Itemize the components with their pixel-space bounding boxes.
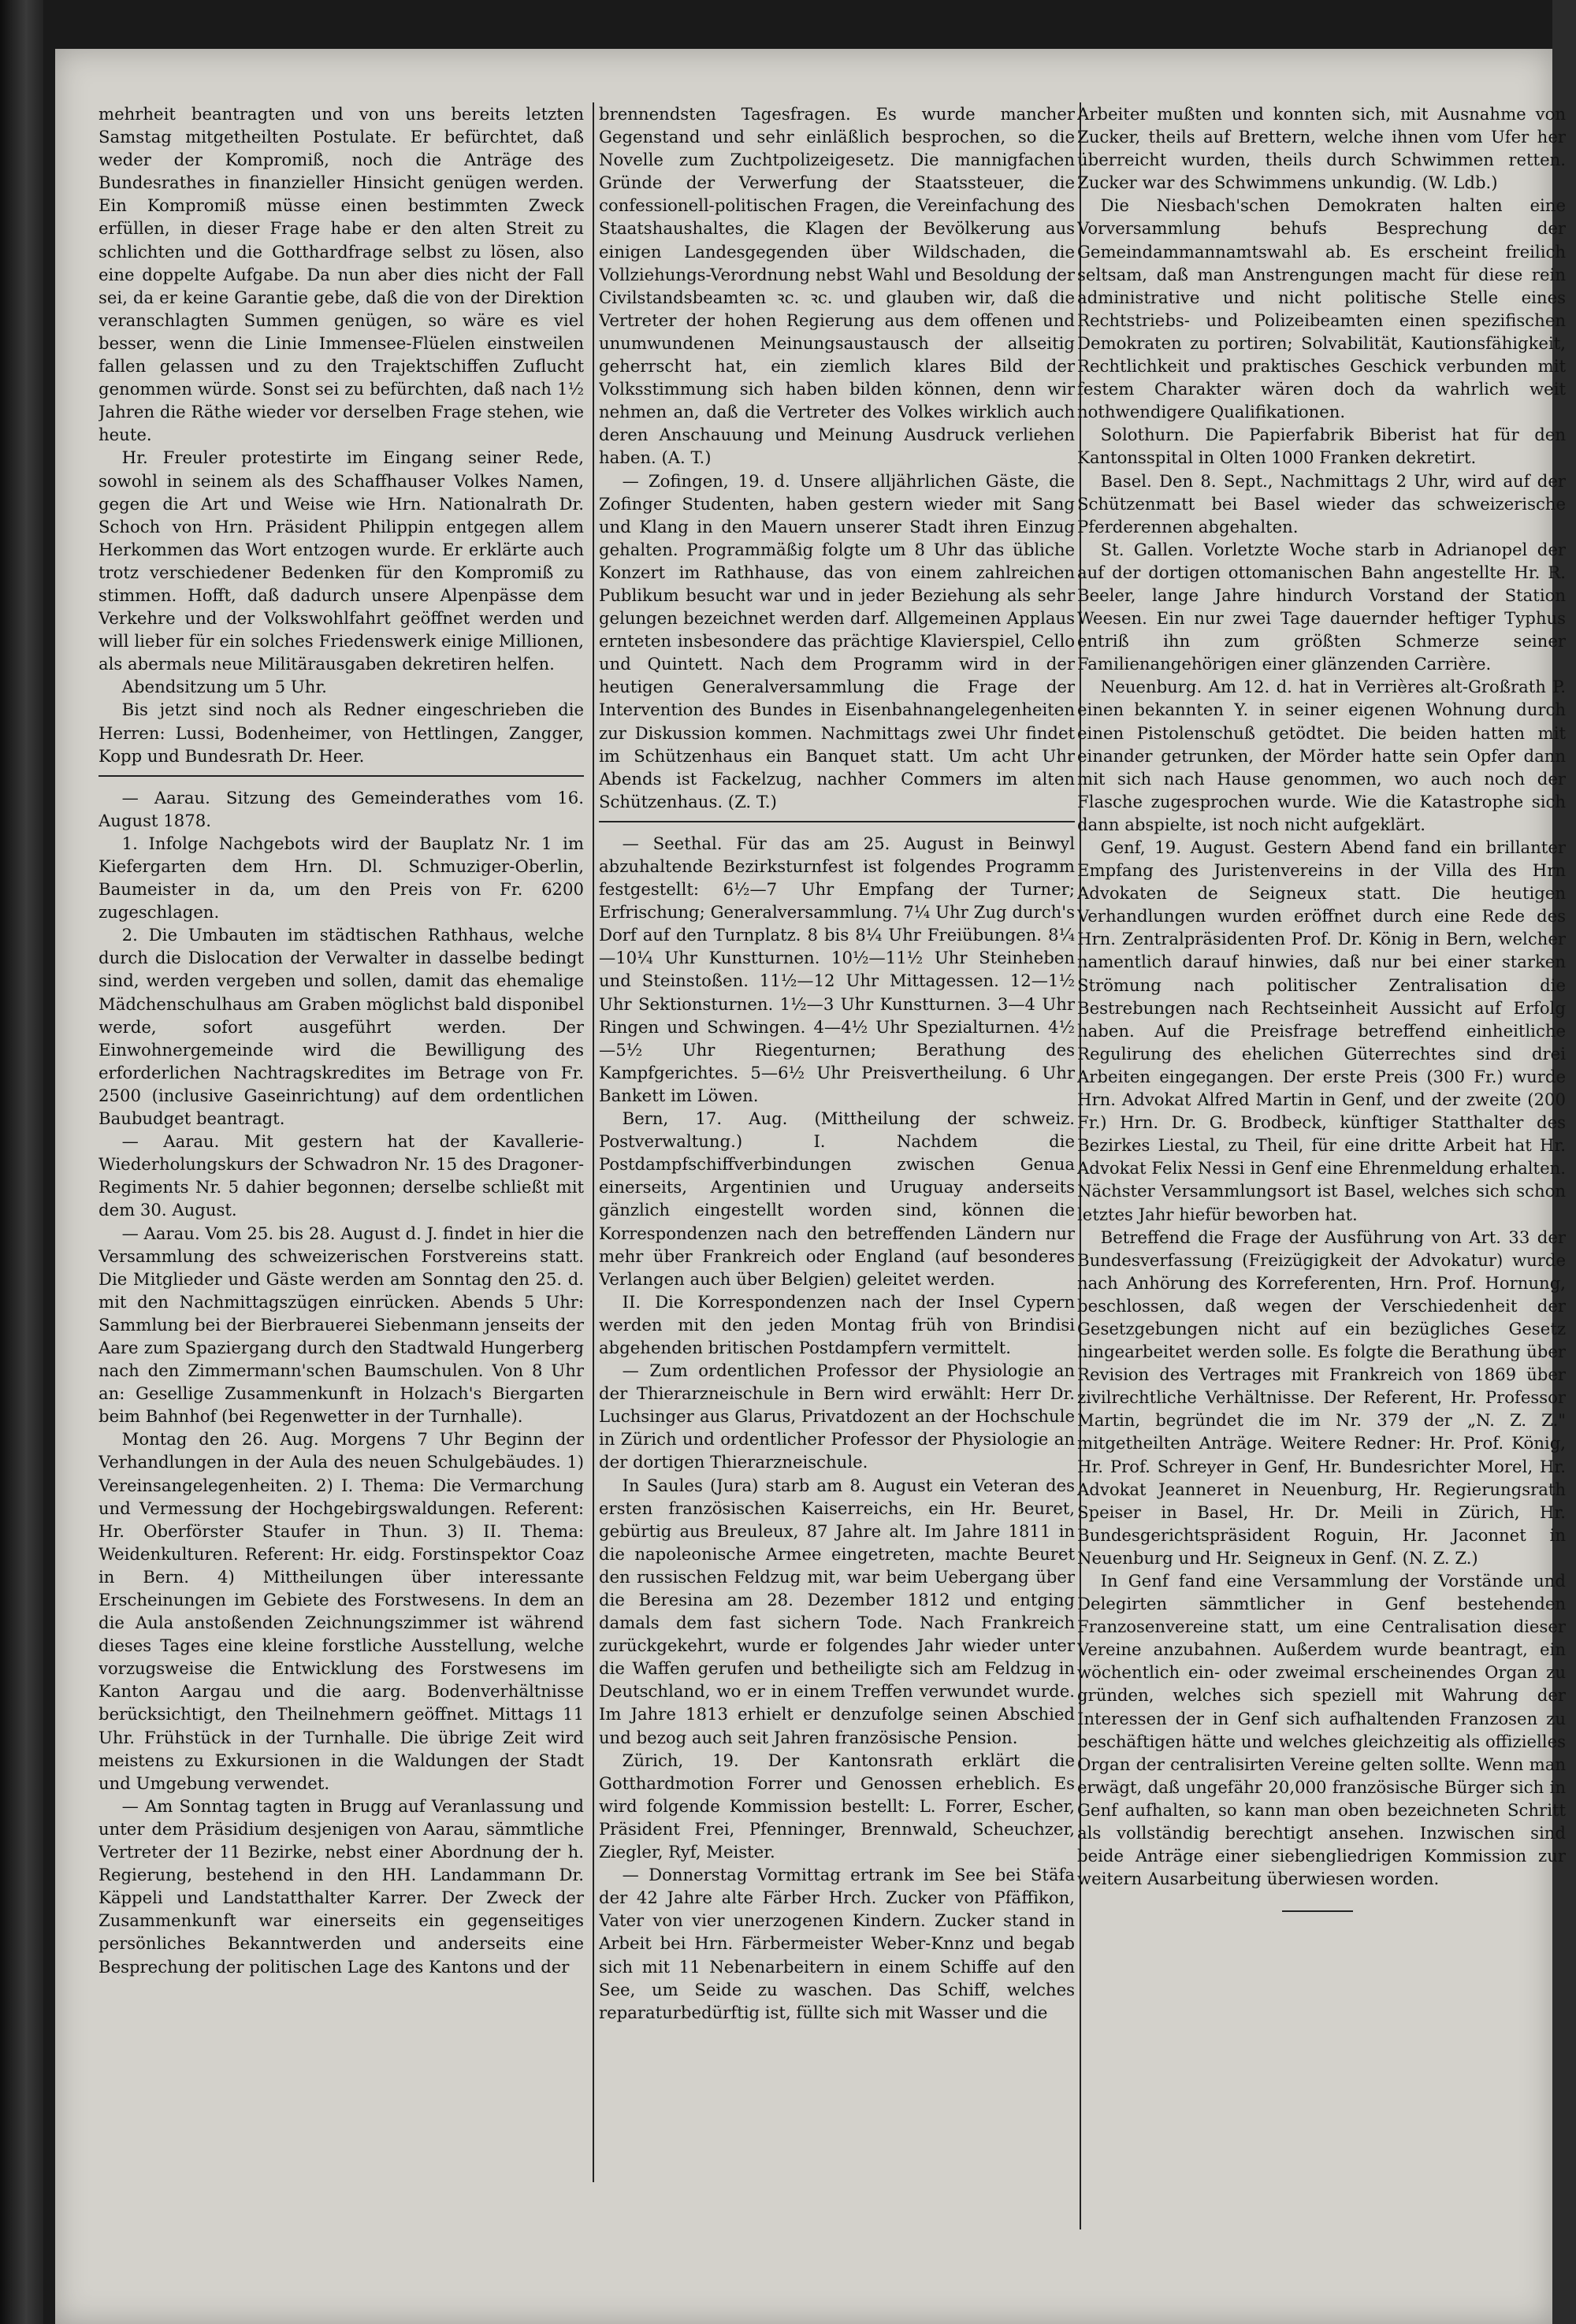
column-2 (599, 102, 1075, 2277)
paragraph: Zürich, 19. Der Kantonsrath erklärt die Gotthardmotion Forrer und Genossen erheblich. Es wird folgende Kommission bestellt: L. Forrer, Escher, Präsident Frei, Pfenninger, Brennwald, Scheuchzer, Ziegler, Ryf, Meister. (599, 1750, 1075, 1862)
paragraph: Betreffend die Frage der Ausführung von Art. 33 der Bundesverfassung (Freizügigkeit der Advokatur) wurde nach Anhörung des Korreferenten, Hrn. Prof. Hornung, beschlossen, daß wegen der Verschiedenheit der Gesetzgebungen nicht auf ein bezügliches Gesetz hingearbeitet werden solle. Es folgte die Berathung über Revision des Vertrages mit Frankreich von 1869 über zivilrechtliche Verhältnisse. Der Referent, Hr. Professor Martin, begründet die im Nr. 379 der „N. Z. Z." mitgetheilten Anträge. Weitere Redner: Hr. Prof. König, Hr. Prof. Schreyer in Genf, Hr. Bundesrichter Morel, Hr. Advokat Jeanneret in Neuenburg, Hr. Regierungsrath Speiser in Basel, Hr. Dr. Meili in Zürich, Hr. Bundesgerichtspräsident Roguin, Hr. Jaconnet in Neuenburg und Hr. Seigneux in Genf. (N. Z. Z.) (1077, 1227, 1566, 1568)
column-rule-left (593, 102, 594, 2182)
paragraph: In Saules (Jura) starb am 8. August ein Veteran des ersten französischen Kaiserreichs, ein Hr. Beuret, gebürtig aus Breuleux, 87 Jahre alt. Im Jahre 1811 in die napoleonische Armee eingetreten, machte Beuret den russischen Feldzug mit, war beim Uebergang über die Beresina am 28. Dezember 1812 und entging damals dem fast sichern Tode. Nach Frankreich zurückgekehrt, wurde er folgendes Jahr wieder unter die Waffen gerufen und betheiligte sich am Feldzug in Deutschland, wo er in einem Treffen verwundet wurde. Im Jahre 1813 erhielt er denzufolge seinen Abschied und bezog auch seit Jahren französische Pension. (599, 1475, 1075, 1747)
paragraph: Abendsitzung um 5 Uhr. (121, 677, 327, 697)
paragraph: Bern, 17. Aug. (Mittheilung der schweiz. Postverwaltung.) I. Nachdem die Postdampfschiffverbindungen zwischen Genua einerseits, Argentinien und Uruguay anderseits gänzlich eingestellt worden sind, können die Korrespondenzen nach den betreffenden Ländern nur mehr über Frankreich oder England (auf besonderes Verlangen auch über Belgien) geleitet werden. (599, 1108, 1075, 1289)
article-separator (599, 821, 1075, 822)
paragraph: Arbeiter mußten und konnten sich, mit Ausnahme von Zucker, theils auf Brettern, welche ihnen vom Ufer her überreicht wurden, theils durch Schwimmen retten. Zucker war des Schwimmens unkundig. (W. Ldb.) (1077, 104, 1566, 193)
paragraph: — Donnerstag Vormittag ertrank im See bei Stäfa der 42 Jahre alte Färber Hrch. Zucker von Pfäffikon, Vater von vier unerzogenen Kindern. Zucker stand in Arbeit bei Hrn. Färbermeister Weber-Knnz und begab sich mit 11 Nebenarbeitern in einem Schiffe auf den See, um Seide zu waschen. Das Schiff, welches reparaturbedürftig ist, füllte sich mit Wasser und die (599, 1865, 1075, 2022)
paragraph: — Seethal. Für das am 25. August in Beinwyl abzuhaltende Bezirksturnfest ist folgendes Programm festgestellt: 6½—7 Uhr Empfang der Turner; Erfrischung; Generalversammlung. 7¼ Uhr Zug durch's Dorf auf den Turnplatz. 8 bis 8¼ Uhr Freiübungen. 8¼—10¼ Uhr Kunstturnen. 10½—11½ Uhr Steinheben und Steinstoßen. 11½—12 Uhr Mittagessen. 12—1½ Uhr Sektionsturnen. 1½—3 Uhr Kunstturnen. 3—4 Uhr Ringen und Schwingen. 4—4½ Uhr Spezialturnen. 4½—5½ Uhr Riegenturnen; Berathung des Kampfgerichtes. 5—6½ Uhr Preisvertheilung. 6 Uhr Bankett im Löwen. (599, 833, 1075, 1105)
paragraph: Die Niesbach'schen Demokraten halten eine Vorversammlung behufs Besprechung der Gemeindammannamtswahl ab. Es erscheint freilich seltsam, daß man Anstrengungen macht für diese rein administrative und nicht politische Stelle eines Rechtstriebs- und Polizeibeamten einen spezifischen Demokraten zu portiren; Solvabilität, Kautionsfähigkeit, Rechtlichkeit und praktisches Geschick verbunden mit festem Charakter wären doch da wahrlich weit nothwendigere Qualifikationen. (1077, 195, 1566, 422)
paragraph: — Zofingen, 19. d. Unsere alljährlichen Gäste, die Zofinger Studenten, haben gestern wieder mit Sang und Klang in den Mauern unserer Stadt ihren Einzug gehalten. Programmäßig folgte um 8 Uhr das übliche Konzert im Rathhause, das von einem zahlreichen Publikum besucht war und in jeder Beziehung als sehr gelungen bezeichnet werden darf. Allgemeinen Applaus ernteten insbesondere das prächtige Klavierspiel, Cello und Quintett. Nach dem Programm wird in der heutigen Generalversammlung die Frage der Intervention des Bundes in Eisenbahnangelegenheiten zur Diskussion kommen. Nachmittags zwei Uhr findet im Schützenhaus ein Banquet statt. Um acht Uhr Abends ist Fackelzug, nachher Commers im alten Schützenhaus. (Z. T.) (599, 470, 1075, 811)
paragraph: Solothurn. Die Papierfabrik Biberist hat für den Kantonsspital in Olten 1000 Franken dekretirt. (1077, 425, 1566, 468)
paragraph: Bis jetzt sind noch als Redner eingeschrieben die Herren: Lussi, Bodenheimer, von Hettlingen, Zangger, Kopp und Bundesrath Dr. Heer. (98, 700, 584, 766)
paragraph: Genf, 19. August. Gestern Abend fand ein brillanter Empfang des Juristenvereins in der Villa des Hrn Advokaten de Seigneux statt. Die heutigen Verhandlungen wurden eröffnet durch eine Rede des Hrn. Zentralpräsidenten Prof. Dr. König in Bern, welcher namentlich darauf hinwies, daß nur bei einer starken Strömung nach politischer Zentralisation die Bestrebungen nach Rechtseinheit Aussicht auf Erfolg haben. Auf die Preisfrage betreffend einheitliche Regulirung des ehelichen Güterrechtes sind drei Arbeiten eingegangen. Der erste Preis (300 Fr.) wurde Hrn. Advokat Alfred Martin in Genf, und der zweite (200 Fr.) Hrn. Dr. G. Brodbeck, künftiger Statthalter des Bezirkes Liestal, zu Theil, für eine dritte Arbeit hat Hr. Advokat Felix Nessi in Genf eine Ehrenmeldung erhalten. Nächster Versammlungsort ist Basel, welches sich schon letztes Jahr hiefür beworben hat. (1077, 837, 1566, 1224)
column-1 (98, 102, 584, 2277)
paragraph: — Am Sonntag tagten in Brugg auf Veranlassung und unter dem Präsidium desjenigen von Aarau, sämmtliche Vertreter der 11 Bezirke, nebst einer Abordnung der h. Regierung, bestehend in den HH. Landammann Dr. Käppeli und Landstatthalter Karrer. Der Zweck der Zusammenkunft war einerseits ein gegenseitiges persönliches Bekanntwerden und anderseits eine Besprechung der politischen Lage des Kantons und der (98, 1795, 584, 1977)
column-3 (1077, 102, 1566, 2229)
end-rule (1282, 1910, 1353, 1912)
paragraph: — Aarau. Mit gestern hat der Kavallerie-Wiederholungskurs der Schwadron Nr. 15 des Dragoner-Regiments Nr. 5 dahier begonnen; derselbe schließt mit dem 30. August. (98, 1131, 584, 1220)
paragraph: — Aarau. Vom 25. bis 28. August d. J. findet in hier die Versammlung des schweizerischen Forstvereins statt. Die Mitglieder und Gäste werden am Sonntag den 25. d. mit den Nachmittagszügen einrücken. Abends 5 Uhr: Sammlung bei der Bierbrauerei Siebenmann jenseits der Aare zum Spaziergang durch den Stadtwald Hungerberg nach den Zimmermann'schen Baumschulen. Von 8 Uhr an: Gesellige Zusammenkunft in Holzach's Biergarten beim Bahnhof (bei Regenwetter in der Turnhalle). (98, 1223, 584, 1427)
book-binding-edge (0, 0, 43, 2324)
paragraph: Neuenburg. Am 12. d. hat in Verrières alt-Großrath P. einen bekannten Y. in seiner eigenen Wohnung durch einen Pistolenschuß getödtet. Die beiden hatten mit einander getrunken, der Mörder hatte sein Opfer dann mit sich nach Hause genommen, wo auch noch der Flasche zugesprochen wurde. Wie die Katastrophe sich dann abspielte, ist noch nicht aufgeklärt. (1077, 677, 1566, 834)
paragraph: — Aarau. Sitzung des Gemeinderathes vom 16. August 1878. (98, 787, 584, 830)
paragraph: II. Die Korrespondenzen nach der Insel Cypern werden mit den jeden Montag früh von Brindisi abgehenden britischen Postdampfern vermittelt. (599, 1291, 1075, 1357)
paragraph: mehrheit beantragten und von uns bereits letzten Samstag mitgetheilten Postulate. Er befürchtet, daß weder der Kompromiß, noch die Anträge des Bundesrathes in finanzieller Hinsicht genügen werden. Ein Kompromiß müsse einen bestimmten Zweck erfüllen, in dieser Frage habe er den alten Streit zu schlichten und die Gotthardfrage selbst zu lösen, also eine doppelte Aufgabe. Da nun aber dies nicht der Fall sei, da er keine Garantie gebe, daß die von der Direktion veranschlagten Summen genügen, so wäre es viel besser, wenn die Linie Immensee-Flüelen einstweilen fallen gelassen und zu den Trajektschiffen Zuflucht genommen würde. Sonst sei zu befürchten, daß nach 1½ Jahren die Räthe wieder vor derselben Frage stehen, wie heute. (98, 104, 584, 445)
paragraph: Basel. Den 8. Sept., Nachmittags 2 Uhr, wird auf der Schützenmatt bei Basel wieder das schweizerische Pferderennen abgehalten. (1077, 470, 1566, 536)
paragraph: St. Gallen. Vorletzte Woche starb in Adrianopel der auf der dortigen ottomanischen Bahn angestellte Hr. R. Beeler, lange Jahre hindurch Vorstand der Station Weesen. Ein nur zwei Tage dauernder heftiger Typhus entriß ihn zum größten Schmerze seiner Familienangehörigen einer glänzenden Carrière. (1077, 539, 1566, 674)
paragraph: brennendsten Tagesfragen. Es wurde mancher Gegenstand und sehr einläßlich besprochen, so die Novelle zum Zuchtpolizeigesetz. Die mannigfachen Gründe der Verwerfung der Staatssteuer, die confessionell-politischen Fragen, die Vereinfachung des Staatshaushaltes, die Klagen der Bevölkerung aus einigen Landesgegenden über Wildschaden, die Vollziehungs-Verordnung nebst Wahl und Besoldung der Civilstandsbeamten ꝛc. ꝛc. und glauben wir, daß die Vertreter der hohen Regierung aus dem offenen und unumwundenen Meinungsaustausch der allseitig geherrscht hat, ein ziemlich klares Bild der Volksstimmung sich haben bilden können, denn wir nehmen an, daß die Vertreter des Volkes wirklich auch deren Anschauung und Meinung Ausdruck verliehen haben. (A. T.) (599, 104, 1075, 468)
paragraph: 1. Infolge Nachgebots wird der Bauplatz Nr. 1 im Kiefergarten dem Hrn. Dl. Schmuziger-Oberlin, Baumeister in da, um den Preis von Fr. 6200 zugeschlagen. (98, 833, 584, 923)
article-separator (98, 775, 584, 777)
paragraph: Hr. Freuler protestirte im Eingang seiner Rede, sowohl in seinem als des Schaffhauser Volkes Namen, gegen die Art und Weise wie Hrn. Nationalrath Dr. Schoch von Hrn. Präsident Philippin entgegen allem Herkommen das Wort entzogen wurde. Er erklärte auch trotz verschiedener Bedenken für den Kompromiß zu stimmen. Hofft, daß dadurch unsere Alpenpässe dem Verkehre und der Volkswohlfahrt geöffnet werden und will lieber für ein solches Friedenswerk einige Millionen, als abermals neue Militärausgaben dekretiren helfen. (98, 447, 584, 674)
paragraph: Montag den 26. Aug. Morgens 7 Uhr Beginn der Verhandlungen in der Aula des neuen Schulgebäudes. 1) Vereinsangelegenheiten. 2) I. Thema: Die Vermarchung und Vermessung der Hochgebirgswaldungen. Referent: Hr. Oberförster Staufer in Thun. 3) II. Thema: Weidenkulturen. Referent: Hr. eidg. Forstinspektor Coaz in Bern. 4) Mittheilungen über interessante Erscheinungen im Gebiete des Forstwesens. In dem an die Aula anstoßenden Zeichnungszimmer ist während dieses Tages eine kleine forstliche Ausstellung, welche vorzugsweise die Entwicklung des Forstwesens im Kanton Aargau und die aarg. Bodenverhältnisse berücksichtigt, den Theilnehmern geöffnet. Mittags 11 Uhr. Frühstück in der Turnhalle. Die übrige Zeit wird meistens zu Exkursionen in die Waldungen der Stadt und Umgebung verwendet. (98, 1429, 584, 1793)
paragraph: 2. Die Umbauten im städtischen Rathhaus, welche durch die Dislocation der Verwalter in dasselbe bedingt sind, werden vergeben und sollen, damit das ehemalige Mädchenschulhaus am Graben möglichst bald disponibel werde, sofort ausgeführt werden. Der Einwohnergemeinde wird die Bewilligung des erforderlichen Nachtragskredites im Betrage von Fr. 2500 (inclusive Gaseinrichtung) auf dem ordentlichen Baubudget beantragt. (98, 925, 584, 1129)
paragraph: In Genf fand eine Versammlung der Vorstände und Delegirten sämmtlicher in Genf bestehenden Franzosenvereine statt, um eine Centralisation dieser Vereine anzubahnen. Außerdem wurde beantragt, ein wöchentlich ein- oder zweimal erscheinendes Organ zu gründen, welches sich speziell mit Wahrung der Interessen der in Genf sich aufhaltenden Franzosen zu beschäftigen hätte und welches gleichzeitig als offizielles Organ der centralisirten Vereine gelten sollte. Wenn man erwägt, daß ungefähr 20,000 französische Bürger sich in Genf aufhalten, so kann man oben bezeichneten Schritt als vollständig berechtigt ansehen. Inzwischen sind beide Anträge einer siebengliedrigen Kommission zur weitern Ausarbeitung überwiesen worden. (1077, 1571, 1566, 1889)
paragraph: — Zum ordentlichen Professor der Physiologie an der Thierarzneischule in Bern wird erwählt: Herr Dr. Luchsinger aus Glarus, Privatdozent an der Hochschule in Zürich und ordentlicher Professor der Physiologie an der dortigen Thierarzneischule. (599, 1361, 1075, 1472)
